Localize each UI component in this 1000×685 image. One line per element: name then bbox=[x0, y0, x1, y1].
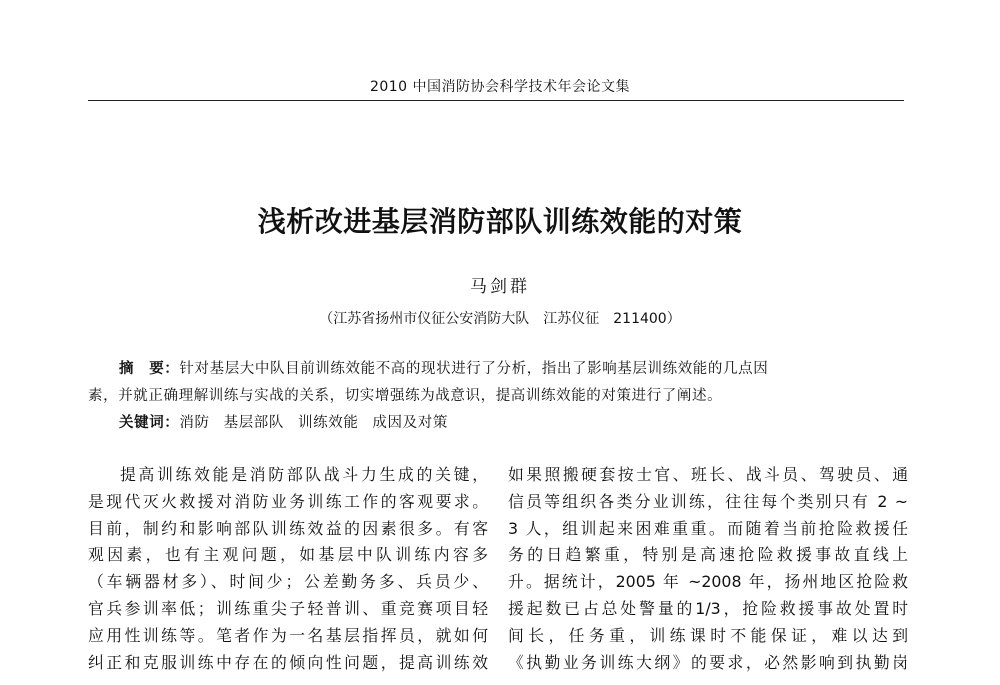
body-line: 务的日趋繁重，特别是高速抢险救援事故直线上 bbox=[508, 545, 908, 565]
body-line: 升。据统计，2005 年 ~2008 年，扬州地区抢险救 bbox=[508, 572, 908, 592]
body-line: 3 人，组训起来困难重重。而随着当前抢险救援任 bbox=[508, 518, 908, 538]
paper-title: 浅析改进基层消防部队训练效能的对策 bbox=[257, 205, 743, 238]
keywords-label: 关键词： bbox=[119, 415, 180, 431]
body-line: 如果照搬硬套按士官、班长、战斗员、驾驶员、通 bbox=[508, 465, 908, 484]
abstract-label: 摘 要： bbox=[119, 361, 180, 377]
author-affiliation: （江苏省扬州市仪征公安消防大队 江苏仪征 211400） bbox=[319, 311, 681, 327]
abstract bbox=[88, 356, 904, 410]
keyword-item: 消防 bbox=[179, 415, 210, 431]
body-column-right bbox=[508, 462, 908, 676]
abstract-text-1: 针对基层大中队目前训练效能不高的现状进行了分析，指出了影响基层训练效能的几点因 bbox=[179, 361, 769, 377]
body-line: 纠正和克服训练中存在的倾向性问题，提高训练效 bbox=[88, 652, 488, 672]
body-line: 观因素，也有主观问题，如基层中队训练内容多 bbox=[88, 545, 488, 565]
body-line: （车辆器材多）、时间少；公差勤务多、兵员少、 bbox=[88, 572, 488, 592]
running-header: 2010 中国消防协会科学技术年会论文集 bbox=[369, 79, 631, 95]
body-line: 提高训练效能是消防部队战斗力生成的关键， bbox=[120, 465, 488, 484]
abstract-text-2: 素，并就正确理解训练与实战的关系，切实增强练为战意识，提高训练效能的对策进行了阐述。 bbox=[88, 388, 723, 404]
header-rule bbox=[88, 100, 904, 101]
body-line: 目前，制约和影响部队训练效益的因素很多。有客 bbox=[88, 518, 488, 538]
body-line: 信员等组织各类分业训练，往往每个类别只有 2 ~ bbox=[508, 491, 908, 511]
keyword-item: 成因及对策 bbox=[372, 415, 448, 431]
abstract-line-1 bbox=[88, 356, 904, 383]
body-line: 是现代灭火救援对消防业务训练工作的客观要求。 bbox=[88, 491, 488, 511]
body-line: 间长，任务重，训练课时不能保证，难以达到 bbox=[508, 625, 908, 645]
body-line: 应用性训练等。笔者作为一名基层指挥员，就如何 bbox=[88, 625, 488, 645]
body-line: 官兵参训率低；训练重尖子轻普训、重竞赛项目轻 bbox=[88, 598, 488, 618]
keywords bbox=[119, 410, 462, 437]
author-name: 马剑群 bbox=[470, 277, 530, 297]
keyword-item: 基层部队 bbox=[223, 415, 285, 431]
keyword-item: 训练效能 bbox=[298, 415, 359, 431]
body-line: 《执勤业务训练大纲》的要求，必然影响到执勤岗 bbox=[508, 652, 908, 672]
body-line: 援起数已占总处警量的1/3，抢险救援事故处置时 bbox=[508, 598, 908, 618]
body-column-left bbox=[88, 462, 488, 676]
